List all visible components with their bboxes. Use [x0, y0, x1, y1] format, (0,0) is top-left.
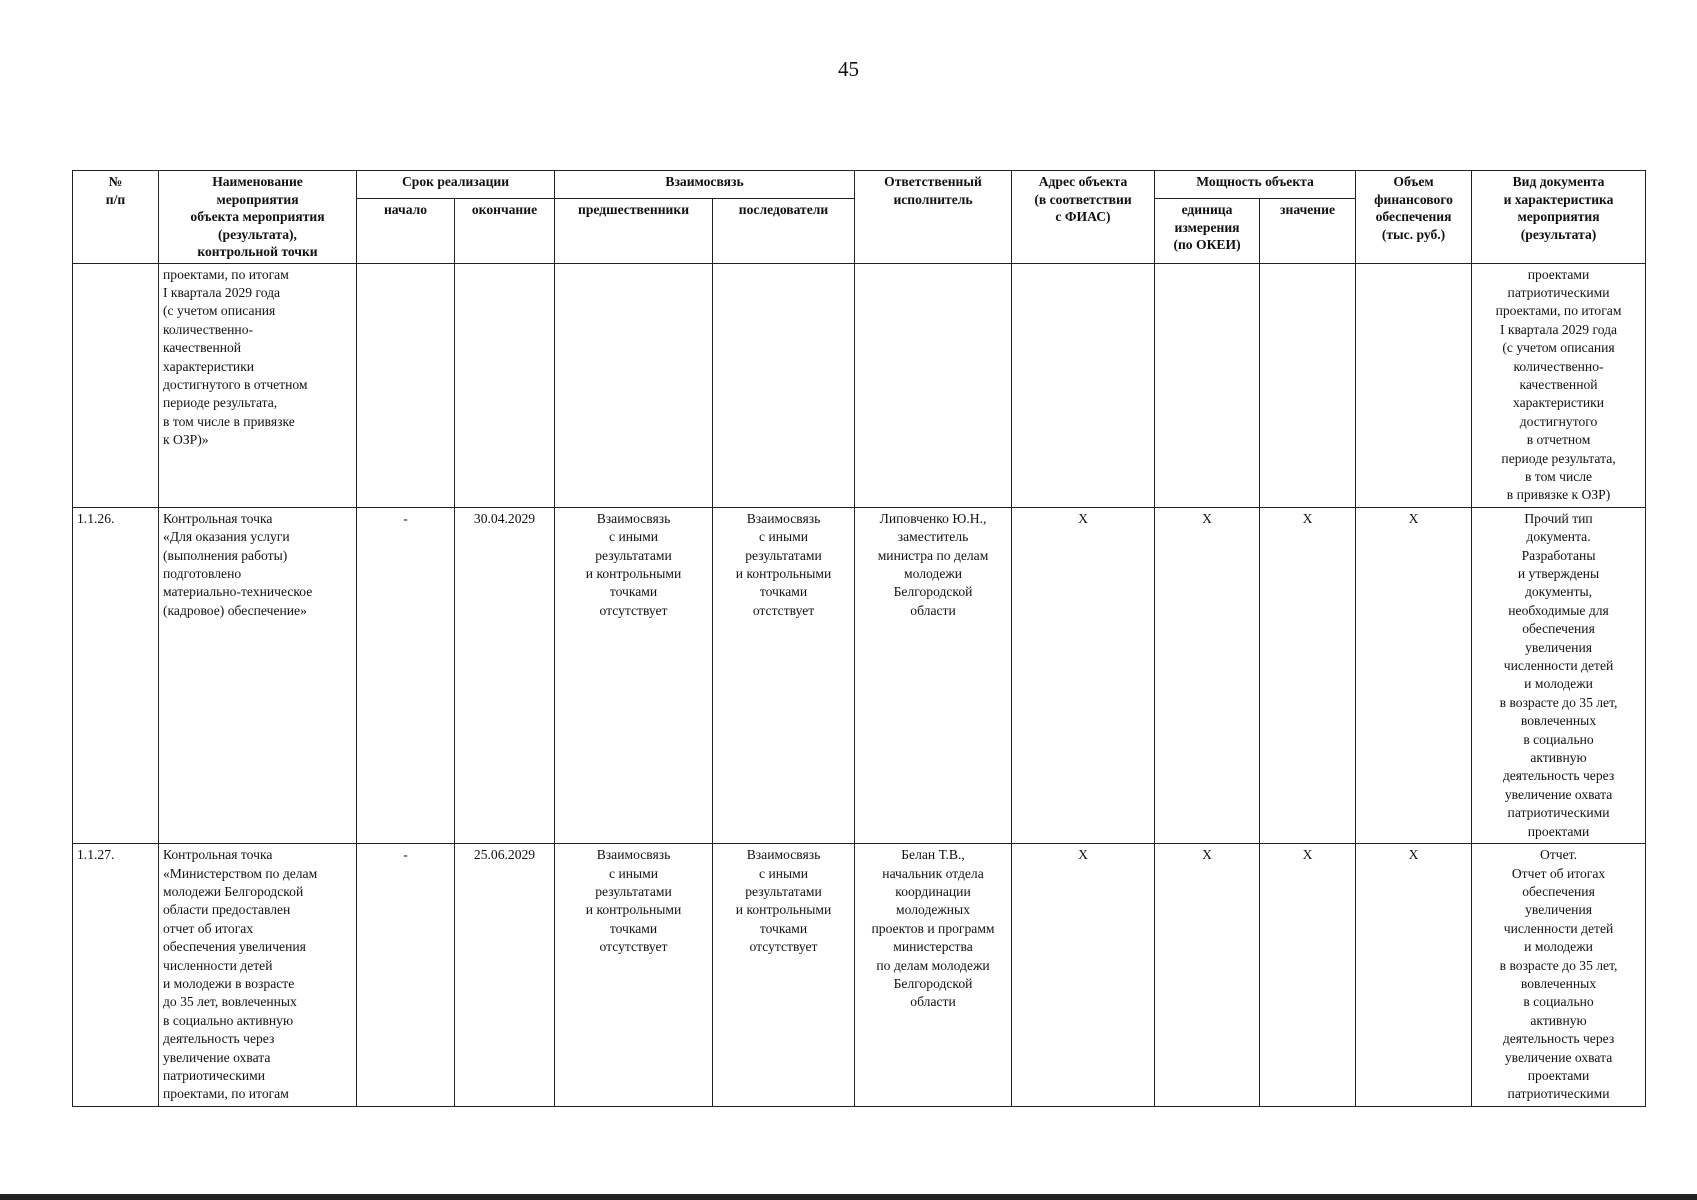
cell-num [73, 263, 159, 507]
header-responsible: Ответственный исполнитель [855, 171, 1012, 264]
header-relation: Взаимосвязь [555, 171, 855, 199]
cell-address [1012, 263, 1155, 507]
cell-document: Отчет. Отчет об итогах обеспечения увеличения численности детей и молодежи в возрасте до 35 лет, вовлеченных в социально активную деятельность через увеличение охвата проектами патриотическими [1472, 844, 1646, 1107]
cell-funding [1356, 263, 1472, 507]
header-capacity-unit: единица измерения (по ОКЕИ) [1155, 199, 1260, 263]
cell-responsible [855, 263, 1012, 507]
cell-responsible: Липовченко Ю.Н., заместитель министра по делам молодежи Белгородской области [855, 507, 1012, 843]
cell-successors: Взаимосвязь с иными результатами и контрольными точками отсутствует [713, 844, 855, 1107]
header-term: Срок реализации [357, 171, 555, 199]
activity-table [72, 170, 1646, 1107]
cell-value: X [1260, 844, 1356, 1107]
cell-name: проектами, по итогам I квартала 2029 года (с учетом описания количественно- качественной характеристики достигнутого в отчетном периоде результата, в том числе в привязке к ОЗР)» [159, 263, 357, 507]
cell-end [455, 263, 555, 507]
cell-unit: X [1155, 844, 1260, 1107]
cell-unit [1155, 263, 1260, 507]
cell-end: 25.06.2029 [455, 844, 555, 1107]
cell-start: - [357, 844, 455, 1107]
cell-successors: Взаимосвязь с иными результатами и контрольными точками отстствует [713, 507, 855, 843]
header-capacity: Мощность объекта [1155, 171, 1356, 199]
scan-edge-bar [0, 1194, 1697, 1200]
cell-address: X [1012, 844, 1155, 1107]
cell-value [1260, 263, 1356, 507]
header-capacity-value: значение [1260, 199, 1356, 263]
cell-end: 30.04.2029 [455, 507, 555, 843]
cell-name: Контрольная точка «Для оказания услуги (выполнения работы) подготовлено материально-техническое (кадровое) обеспечение» [159, 507, 357, 843]
cell-predecessors [555, 263, 713, 507]
cell-value: X [1260, 507, 1356, 843]
cell-num: 1.1.26. [73, 507, 159, 843]
header-document: Вид документа и характеристика мероприятия (результата) [1472, 171, 1646, 264]
header-relation-pred: предшественники [555, 199, 713, 263]
table-row [73, 507, 1646, 843]
cell-address: X [1012, 507, 1155, 843]
header-term-end: окончание [455, 199, 555, 263]
cell-predecessors: Взаимосвязь с иными результатами и контрольными точками отсутствует [555, 507, 713, 843]
header-name: Наименование мероприятия объекта мероприятия (результата), контрольной точки [159, 171, 357, 264]
cell-funding: X [1356, 507, 1472, 843]
header-term-start: начало [357, 199, 455, 263]
header-address: Адрес объекта (в соответствии с ФИАС) [1012, 171, 1155, 264]
cell-name: Контрольная точка «Министерством по делам молодежи Белгородской области предоставлен отчет об итогах обеспечения увеличения численности детей и молодежи в возрасте до 35 лет, вовлеченных в социально активную деятельность через увеличение охвата патриотическими проектами, по итогам [159, 844, 357, 1107]
cell-document: проектами патриотическими проектами, по итогам I квартала 2029 года (с учетом описания количественно- качественной характеристики достигнутого в отчетном периоде результата, в том числе в привязке к ОЗР) [1472, 263, 1646, 507]
cell-document: Прочий тип документа. Разработаны и утверждены документы, необходимые для обеспечения увеличения численности детей и молодежи в возрасте до 35 лет, вовлеченных в социально активную деятельность через увеличение охвата патриотическими проектами [1472, 507, 1646, 843]
cell-predecessors: Взаимосвязь с иными результатами и контрольными точками отсутствует [555, 844, 713, 1107]
cell-num: 1.1.27. [73, 844, 159, 1107]
cell-successors [713, 263, 855, 507]
header-funding: Объем финансового обеспечения (тыс. руб.) [1356, 171, 1472, 264]
cell-unit: X [1155, 507, 1260, 843]
cell-funding: X [1356, 844, 1472, 1107]
header-relation-succ: последователи [713, 199, 855, 263]
table-row [73, 263, 1646, 507]
cell-start [357, 263, 455, 507]
page-number: 45 [838, 57, 859, 81]
cell-start: - [357, 507, 455, 843]
cell-responsible: Белан Т.В., начальник отдела координации молодежных проектов и программ министерства по делам молодежи Белгородской области [855, 844, 1012, 1107]
header-num: № п/п [73, 171, 159, 264]
table-row [73, 844, 1646, 1107]
table-header-row [73, 171, 1646, 199]
